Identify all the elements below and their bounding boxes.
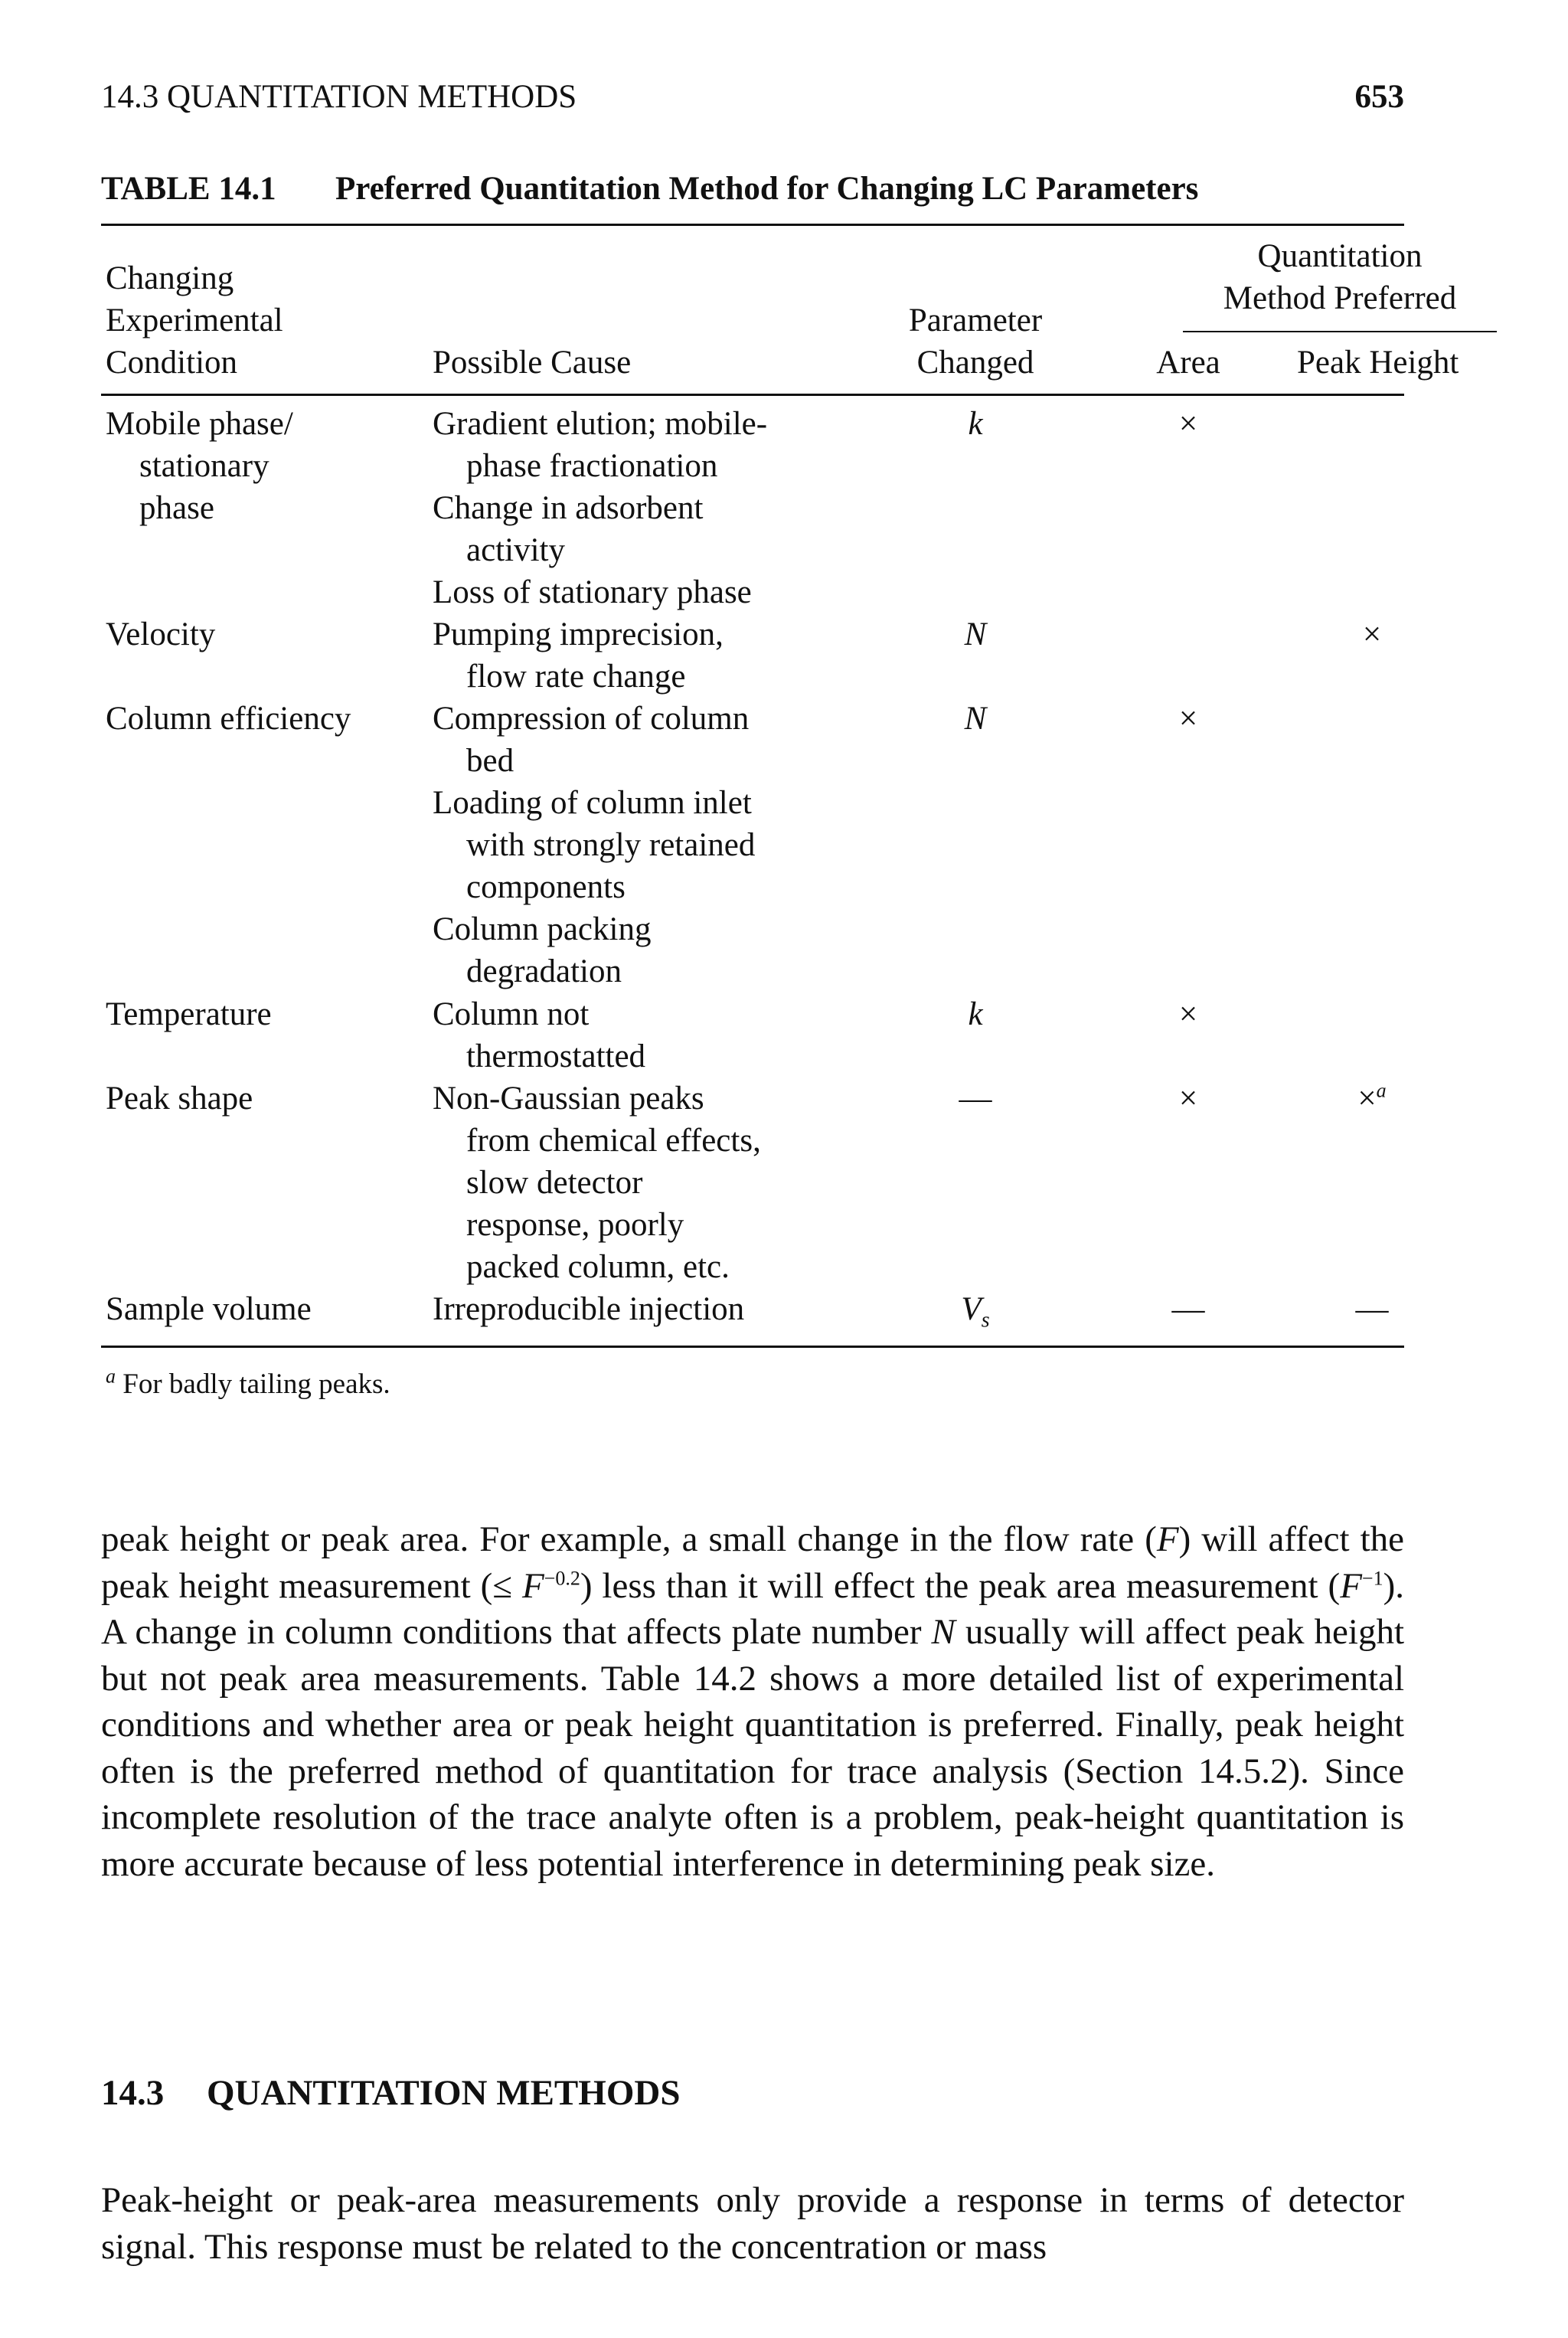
condition-line: Column efficiency [106, 701, 351, 737]
row-parameter: k [968, 996, 983, 1032]
footnote-mark: a [106, 1365, 116, 1388]
row-area-mark: × [1178, 701, 1198, 737]
cause-line: flow rate change [466, 659, 686, 695]
table-footnote [106, 1365, 390, 1401]
header-parameter-line: Changed [916, 345, 1034, 381]
section-number: 14.3 [101, 2073, 165, 2113]
cause-line: response, poorly [466, 1207, 684, 1243]
condition-line: Peak shape [106, 1081, 253, 1117]
row-peak-mark: — [1355, 1291, 1389, 1327]
row-condition [106, 993, 272, 1035]
row-causes [433, 993, 645, 1077]
header-method-line: Quantitation [1257, 238, 1423, 274]
cause-line: components [466, 869, 626, 905]
table-header-rule [101, 394, 1404, 396]
cause-line: Gradient elution; mobile- [433, 406, 768, 442]
row-parameter: k [968, 406, 983, 442]
cause-line: activity [466, 532, 565, 568]
row-causes [433, 1288, 744, 1330]
footnote-ref: a [1376, 1079, 1387, 1102]
cause-line: phase fractionation [466, 448, 718, 484]
parameter-subscript: s [981, 1308, 990, 1332]
row-peak-mark [1280, 1077, 1464, 1120]
math-var: F [1156, 1519, 1179, 1559]
cause-line: Change in adsorbent [433, 490, 704, 526]
math-var: F [521, 1565, 544, 1606]
cause-line: degradation [466, 953, 622, 989]
footnote-text: For badly tailing peaks. [116, 1368, 390, 1400]
cause-line: Column packing [433, 911, 652, 947]
row-causes [433, 1077, 761, 1288]
cause-line: Non-Gaussian peaks [433, 1081, 704, 1117]
condition-line: Temperature [106, 996, 272, 1032]
cause-line: thermostatted [466, 1038, 646, 1074]
row-causes [433, 613, 724, 698]
row-condition [106, 1288, 312, 1330]
condition-line: Mobile phase/ [106, 406, 293, 442]
condition-line: Velocity [106, 616, 216, 652]
row-area-mark: × [1178, 996, 1198, 1032]
row-condition [106, 1077, 253, 1120]
cause-line: Pumping imprecision, [433, 616, 724, 652]
text-run: peak height or peak area. For example, a small change in the flow rate ( [101, 1519, 1157, 1559]
cause-line: slow detector [466, 1165, 643, 1201]
body-paragraph: Peak-height or peak-area measurements only provide a response in terms of detector signal. This response must be related to the concentration or mass [101, 2180, 1404, 2267]
row-peak-mark: × [1362, 616, 1382, 652]
row-causes [433, 403, 767, 613]
row-condition [106, 613, 215, 656]
condition-line: phase [139, 490, 214, 526]
header-condition [106, 257, 283, 384]
section-heading [101, 2072, 680, 2114]
cause-line: Compression of column [433, 701, 750, 737]
row-condition [106, 698, 351, 740]
header-method-group [1183, 235, 1497, 319]
row-parameter [876, 1288, 1075, 1342]
text-run: ). A change in column conditions that affects plate number [101, 1565, 1404, 1652]
cause-line: Loading of column inlet [433, 785, 752, 821]
page-number: 653 [1354, 79, 1404, 115]
method-group-rule [1183, 331, 1497, 332]
math-var: N [931, 1612, 956, 1652]
cause-line: Column not [433, 996, 590, 1032]
table-title: Preferred Quantitation Method for Changing LC Parameters [335, 171, 1199, 207]
header-parameter-line: Parameter [908, 302, 1043, 338]
table-caption [101, 170, 1404, 208]
parameter-symbol: V [961, 1291, 982, 1327]
row-condition [106, 403, 293, 529]
cause-line: packed column, etc. [466, 1249, 730, 1285]
row-area-mark: × [1178, 406, 1198, 442]
row-parameter: — [959, 1081, 992, 1117]
running-header-section: 14.3 QUANTITATION METHODS [101, 79, 577, 115]
peak-mark-symbol: × [1357, 1081, 1377, 1117]
row-area-mark: — [1171, 1291, 1205, 1327]
row-parameter: N [964, 616, 987, 652]
table-label: TABLE 14.1 [101, 171, 276, 207]
header-condition-line: Changing [106, 260, 234, 296]
section-title: QUANTITATION METHODS [207, 2073, 681, 2113]
header-method-line: Method Preferred [1223, 280, 1457, 316]
header-cause: Possible Cause [433, 345, 632, 381]
cause-line: bed [466, 743, 514, 779]
row-parameter: N [964, 701, 987, 737]
math-var: F [1340, 1565, 1362, 1606]
body-paragraph [101, 1516, 1404, 1887]
condition-line: Sample volume [106, 1291, 312, 1327]
cause-line: Irreproducible injection [433, 1291, 745, 1327]
header-peak-height: Peak Height [1297, 345, 1459, 381]
header-condition-line: Experimental [106, 302, 283, 338]
row-area-mark: × [1178, 1081, 1198, 1117]
table-bottom-rule [101, 1346, 1404, 1348]
header-parameter [876, 299, 1075, 384]
condition-line: stationary [139, 448, 270, 484]
cause-line: Loss of stationary phase [433, 574, 752, 610]
cause-line: from chemical effects, [466, 1123, 761, 1159]
text-run: ) will affect the peak height measurement (≤ [101, 1519, 1405, 1606]
text-run: ) less than it will effect the peak area measurement ( [580, 1565, 1341, 1606]
math-exponent: −0.2 [544, 1566, 580, 1589]
header-area: Area [1156, 345, 1220, 381]
math-exponent: −1 [1361, 1566, 1383, 1589]
text-run: usually will affect peak height but not peak area measurements. Table 14.2 shows a more detailed list of experimental conditions and whether area or peak height quantitation is preferred. Finally, peak height often is the preferred method of quantitation for trace analysis (Section 14.5.2). Since incomplete resolution of the trace analyte often is a problem, peak-height quantitation is more accurate because of less potential interference in determining peak size. [101, 1612, 1404, 1884]
row-causes [433, 698, 755, 992]
header-condition-line: Condition [106, 345, 238, 381]
running-header [101, 78, 1404, 121]
cause-line: with strongly retained [466, 827, 756, 863]
table-top-rule [101, 224, 1404, 226]
